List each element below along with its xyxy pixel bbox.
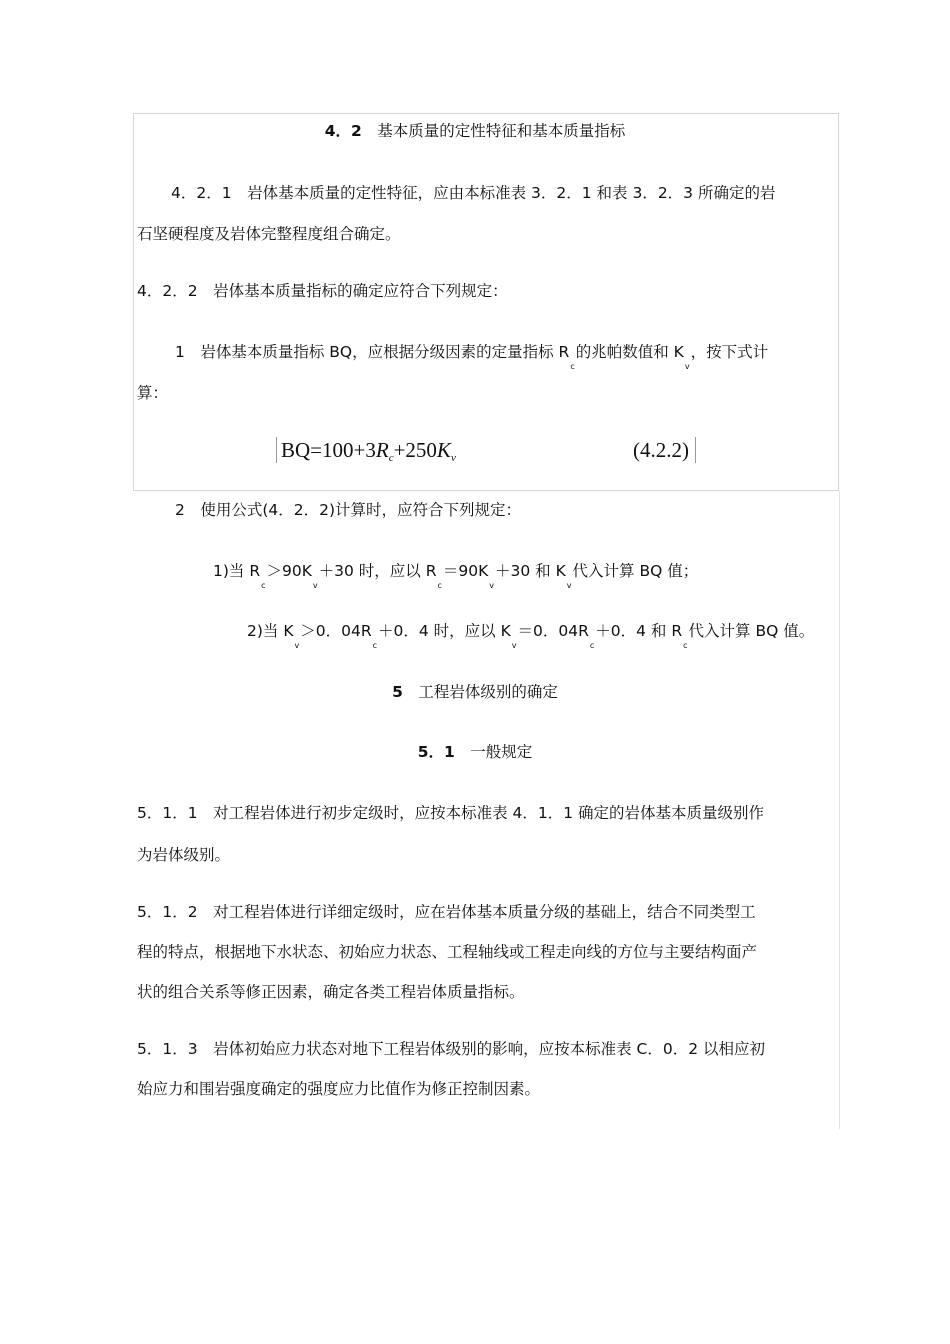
chapter-number: 5 [392,683,403,701]
formula-bq [276,437,696,463]
item-1-line1 [175,340,769,371]
right-margin-line [839,491,840,1129]
rule-2: 2)当 $K_v>0$．$04R_c+0$．4 时，应以 $K_v=0$．$04R_c+0$．4 和 $R_c$代入计算 BQ 值。 [247,622,815,650]
clause-5-1-3-line1: 5．1．3 岩体初始应力状态对地下工程岩体级别的影响，应按本标准表 C．0．2 以相应初 [137,1040,765,1058]
clause-4-2-2: 4．2．2 岩体基本质量指标的确定应符合下列规定： [137,282,508,300]
equation-number: (4.2.2) [633,438,689,462]
item-1-text-a: 1 岩体基本质量指标 BQ，应根据分级因素的定量指标 R [175,343,570,361]
clause-5-1-2-line2: 程的特点，根据地下水状态、初始应力状态、工程轴线或工程走向线的方位与主要结构面产 [137,943,758,961]
section-heading-5-1 [0,740,950,762]
formula-expression: BQ=100+3Rc+250Kv [281,438,456,464]
formula-K: Kv [436,438,456,464]
section-number: 5．1 [417,743,455,761]
rule-1: 1)当 $R_c>90K_v+30$ 时，应以 $R_c=90K_v+30$ 和 $K_v$代入计算 BQ 值； [213,562,699,590]
item-2: 2 使用公式(4．2．2)计算时，应符合下列规定： [175,501,522,519]
chapter-heading-5 [0,680,950,702]
section-title: 基本质量的定性特征和基本质量指标 [377,122,626,140]
section-frame [133,113,839,491]
section-heading-4-2 [0,119,950,141]
chapter-title: 工程岩体级别的确定 [418,683,558,701]
item-1-text-b: 的兆帕数值和 K [575,343,684,361]
subscript-c: c [570,362,575,371]
clause-4-2-1-line1: 4．2．1 岩体基本质量的定性特征，应由本标准表 3．2．1 和表 3．2．3 所确定的岩 [171,184,776,202]
clause-5-1-2-line3: 状的组合关系等修正因素，确定各类工程岩体质量指标。 [137,983,525,1001]
clause-5-1-1-line2: 为岩体级别。 [137,846,231,864]
subscript-v: v [684,362,690,371]
formula-R: Rc [375,438,394,464]
section-number: 4．2 [324,122,362,140]
item-1-line2: 算： [137,384,169,402]
clause-5-1-3-line2: 始应力和围岩强度确定的强度应力比值作为修正控制因素。 [137,1080,541,1098]
section-title: 一般规定 [470,743,533,761]
clause-5-1-2-line1: 5．1．2 对工程岩体进行详细定级时，应在岩体基本质量分级的基础上，结合不同类型工 [137,903,756,921]
clause-5-1-1-line1: 5．1．1 对工程岩体进行初步定级时，应按本标准表 4．1．1 确定的岩体基本质量级别作 [137,804,765,822]
item-1-text-c: ，按下式计 [690,343,769,361]
clause-4-2-1-line2: 石坚硬程度及岩体完整程度组合确定。 [137,225,401,243]
